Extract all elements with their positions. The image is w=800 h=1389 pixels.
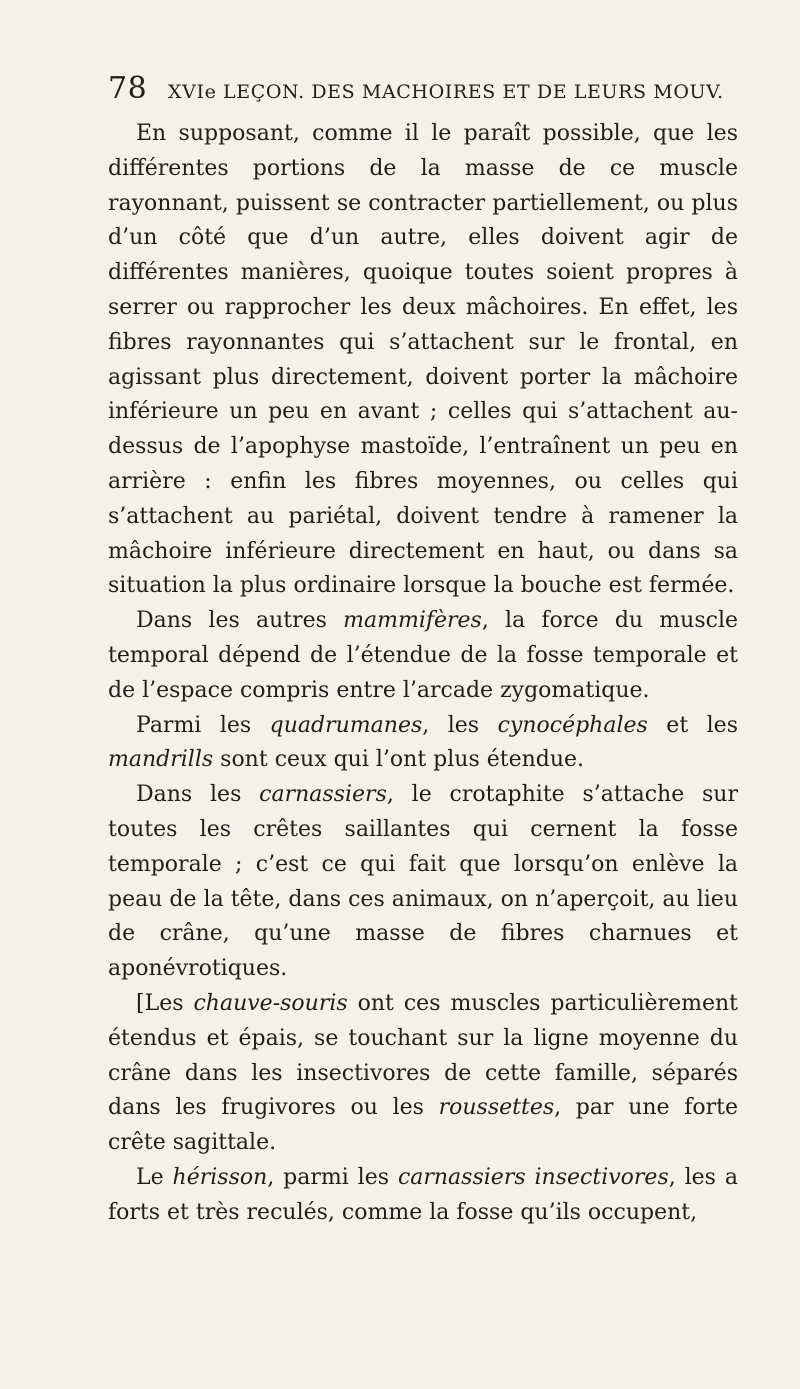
italic-term: carnassiers bbox=[259, 782, 387, 808]
text-run: ont ces muscles particulièrement étendus et épais, se touchant sur la ligne moyenne du crâne dans les insectivores de cette famille, séparés dans les frugivores ou les bbox=[108, 990, 738, 1121]
text-run: , par une forte crête sagittale. bbox=[108, 1095, 739, 1156]
text-run: [Les bbox=[136, 990, 194, 1016]
text-run: Dans les bbox=[136, 782, 260, 808]
text-run: et les bbox=[647, 712, 738, 738]
italic-term: hérisson bbox=[172, 1164, 268, 1190]
italic-term: chauve-souris bbox=[193, 990, 348, 1016]
running-head-title: XVIe LEÇON. DES MACHOIRES ET DE LEURS MOUV. bbox=[168, 81, 724, 103]
running-head bbox=[108, 71, 738, 106]
text-run: , la force du muscle temporal dépend de l’étendue de la fosse temporale et de l’espace compris entre l’arcade zygomatique. bbox=[108, 608, 739, 703]
text-run: sont ceux qui l’ont plus étendue. bbox=[213, 747, 585, 773]
body-text bbox=[108, 117, 738, 1231]
italic-term: quadrumanes bbox=[269, 712, 423, 738]
text-run: Dans les autres bbox=[136, 608, 344, 634]
text-run: , parmi les bbox=[267, 1164, 398, 1190]
text-run: , les a forts et très reculés, comme la fosse qu’ils occupent, bbox=[108, 1164, 738, 1225]
text-run: , les bbox=[422, 712, 498, 738]
italic-term: roussettes bbox=[438, 1095, 555, 1121]
paragraph-4 bbox=[108, 778, 738, 987]
text-run: Le bbox=[136, 1164, 173, 1190]
page-number: 78 bbox=[108, 71, 148, 106]
text-run: En supposant, comme il le paraît possible, que les différentes portions de la masse de ce muscle rayonnant, puissent se contracter partiellement, ou plus d’un côté que d’un autre, elles doivent agir de différentes manières, quoique toutes soient propres à serrer ou rapprocher les deux mâchoires. En effet, les fibres rayonnantes qui s’attachent sur le frontal, en agissant plus directement, doivent porter la mâchoire inférieure un peu en avant ; celles qui s’attachent au-dessus de l’apophyse mastoïde, l’entraînent un peu en arrière : enfin les fibres moyennes, ou celles qui s’attachent au pariétal, doivent tendre à ramener la mâchoire inférieure directement en haut, ou dans sa situation la plus ordinaire lorsque la bouche est fermée. bbox=[108, 121, 738, 599]
italic-term: cynocéphales bbox=[497, 712, 648, 738]
paragraph-3 bbox=[108, 709, 738, 779]
italic-term: carnassiers insectivores bbox=[397, 1164, 669, 1190]
paragraph-2 bbox=[108, 604, 738, 708]
italic-term: mammifères bbox=[343, 608, 482, 634]
italic-term: mandrills bbox=[108, 747, 214, 773]
text-run: , le crotaphite s’attache sur toutes les crêtes saillantes qui cernent la fosse temporale ; c’est ce qui fait que lorsqu’on enlève la peau de la tête, dans ces animaux, on n’aperçoit, au lieu de crâne, qu’une masse de fibres charnues et aponévrotiques. bbox=[108, 782, 738, 982]
paragraph-5 bbox=[108, 987, 738, 1161]
paragraph-6 bbox=[108, 1161, 738, 1231]
paragraph-1 bbox=[108, 117, 738, 604]
text-run: Parmi les bbox=[136, 712, 270, 738]
